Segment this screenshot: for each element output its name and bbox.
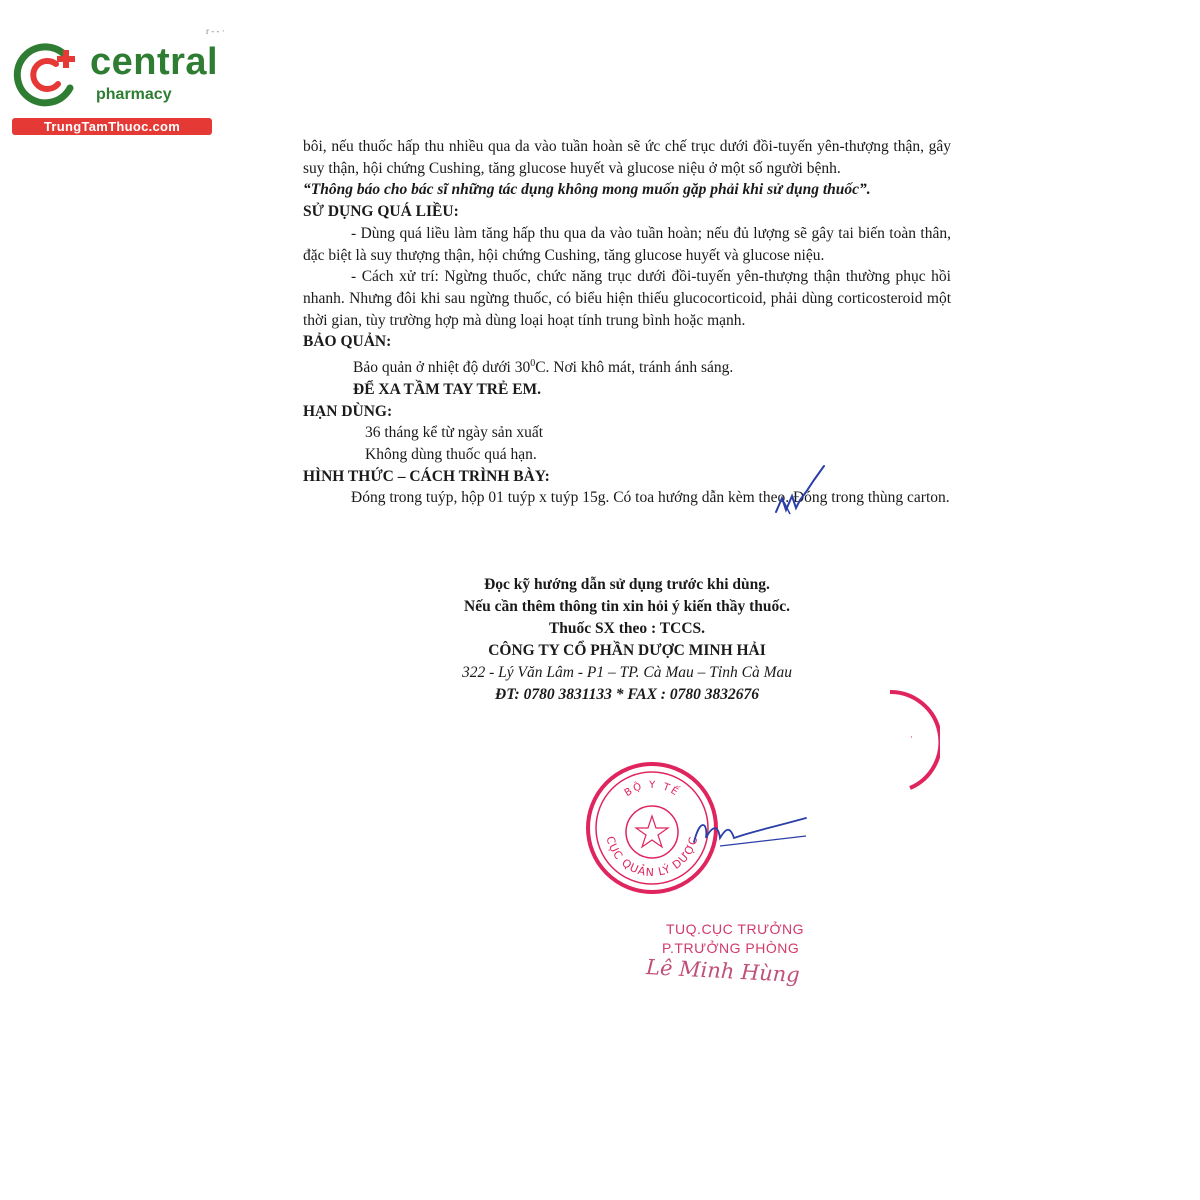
signature-icon: [690, 808, 810, 858]
signature-initials-icon: [770, 462, 830, 524]
document-body: [303, 136, 951, 509]
scan-mark: r - - ·: [206, 26, 225, 36]
storage-text: [303, 353, 951, 379]
storage-text-pre: Bảo quản ở nhiệt độ dưới 30: [353, 359, 531, 377]
overdose-paragraph-1: - Dùng quá liều làm tăng hấp thu qua da vào tuần hoàn; nếu đủ lượng sẽ gây tai biến toàn thân, đặc biệt là suy thượng thận, hội chứng Cushing, tăng glucose huyết và glucose niệu.: [303, 224, 951, 264]
signer-title-2: P.TRƯỞNG PHÒNG: [662, 940, 800, 956]
storage-degree: 0: [530, 358, 536, 370]
partial-seal-arc-icon: [880, 688, 940, 798]
footer-standard: Thuốc SX theo : TCCS.: [548, 620, 706, 637]
svg-text:BỘ Y TẾ: [623, 779, 683, 799]
packaging-heading: HÌNH THỨC – CÁCH TRÌNH BÀY:: [303, 467, 550, 485]
svg-text:·: ·: [910, 733, 913, 743]
document-footer: [303, 574, 951, 706]
overdose-paragraph-2: - Cách xử trí: Ngừng thuốc, chức năng trục dưới đồi-tuyến yên-thượng thận thường phục hồi nhanh. Nhưng đôi khi sau ngừng thuốc, có biểu hiện thiếu glucocorticoid, phải dùng corticosteroid một thời gian, tùy trường hợp mà dùng loại hoạt tính trung bình hoặc mạnh.: [303, 268, 951, 329]
overdose-heading: SỬ DỤNG QUÁ LIỀU:: [303, 203, 459, 221]
side-effects-paragraph: bôi, nếu thuốc hấp thu nhiều qua da vào tuần hoàn sẽ ức chế trục dưới đồi-tuyến yên-thượng thận, gây suy thận, hội chứng Cushing, tăng glucose huyết và glucose niệu ở một số người bệnh.: [303, 138, 951, 177]
brand-site-banner[interactable]: TrungTamThuoc.com: [12, 118, 212, 135]
keep-away-warning: ĐỂ XA TẦM TAY TRẺ EM.: [353, 380, 542, 398]
packaging-text: Đóng trong tuýp, hộp 01 tuýp x tuýp 15g. Có toa hướng dẫn kèm theo. Đóng trong thùng carton.: [351, 489, 950, 507]
notice-line: “Thông báo cho bác sĩ những tác dụng không mong muốn gặp phải khi sử dụng thuốc”.: [303, 181, 871, 199]
pharmacy-cross-icon: [12, 40, 82, 110]
stamp-top-text: BỘ Y TẾ: [622, 779, 682, 800]
storage-heading: BẢO QUẢN:: [303, 333, 392, 351]
stamp-ring-text: CỤC QUẢN LÝ DƯỢC: [603, 834, 701, 880]
central-pharmacy-logo[interactable]: [8, 36, 218, 136]
footer-address: 322 - Lý Văn Lâm - P1 – TP. Cà Mau – Tỉnh Cà Mau: [462, 664, 792, 681]
brand-sub: pharmacy: [96, 86, 172, 103]
expiry-line-1: 36 tháng kể từ ngày sản xuất: [365, 424, 544, 442]
signer-name: Lê Minh Hùng: [645, 954, 801, 988]
footer-company: CÔNG TY CỔ PHẦN DƯỢC MINH HẢI: [488, 642, 766, 659]
signature-block: [600, 920, 860, 988]
storage-text-post: C. Nơi khô mát, tránh ánh sáng.: [535, 359, 734, 377]
expiry-line-2: Không dùng thuốc quá hạn.: [365, 446, 537, 463]
footer-read-instructions: Đọc kỹ hướng dẫn sử dụng trước khi dùng.: [484, 576, 770, 593]
signer-title-1: TUQ.CỤC TRƯỞNG: [666, 921, 805, 937]
expiry-heading: HẠN DÙNG:: [303, 402, 393, 420]
brand-name: central: [90, 41, 219, 83]
footer-phone-fax: ĐT: 0780 3831133 * FAX : 0780 3832676: [495, 686, 759, 703]
footer-ask-doctor: Nếu cần thêm thông tin xin hỏi ý kiến thầy thuốc.: [464, 598, 790, 615]
